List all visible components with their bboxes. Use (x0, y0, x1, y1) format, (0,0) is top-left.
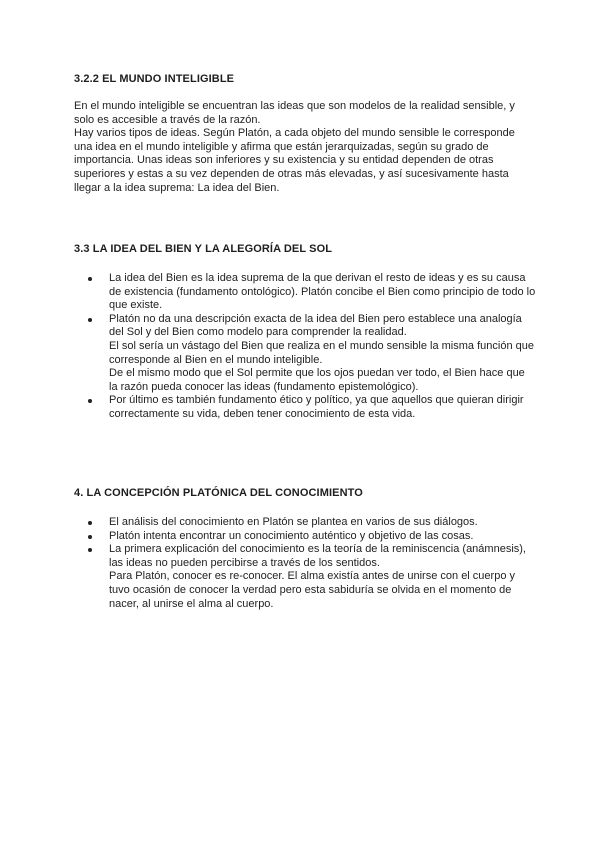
section-heading: 3.3 LA IDEA DEL BIEN Y LA ALEGORÍA DEL SOL (74, 243, 333, 255)
list-item: El análisis del conocimiento en Platón se plantea en varios de sus diálogos. (74, 516, 536, 530)
section-heading: 3.2.2 EL MUNDO INTELIGIBLE (74, 73, 235, 85)
paragraph: Hay varios tipos de ideas. Según Platón, a cada objeto del mundo sensible le corresponde una idea en el mundo inteligible y afirma que están jerarquizadas, según su grado de importancia. Unas ideas son inferiores y su existencia y su entidad dependen de otras superiores y estas a su vez dependen de otras más elevadas, y así sucesivamente hasta llegar a la idea suprema: La idea del Bien. (74, 127, 515, 194)
section-idea-del-bien-list (74, 272, 536, 422)
section-heading: 4. LA CONCEPCIÓN PLATÓNICA DEL CONOCIMIENTO (74, 487, 363, 499)
bullet-icon (88, 399, 92, 403)
section-concepcion-conocimiento-list (74, 516, 536, 611)
bullet-icon (88, 277, 92, 281)
section-mundo-inteligible (74, 73, 536, 85)
list-item: Platón intenta encontrar un conocimiento auténtico y objetivo de las cosas. (74, 530, 536, 544)
list-item: La primera explicación del conocimiento es la teoría de la reminiscencia (anámnesis), las ideas no pueden percibirse a través de los sentidos. Para Platón, conocer es re-conocer. El alma existía antes de unirse con el cuerpo y tuvo ocasión de conocer la verdad pero esta sabiduría se olvida en el momento de nacer, al unirse el alma al cuerpo. (74, 543, 536, 611)
section-mundo-inteligible-body (74, 100, 536, 195)
bullet-icon (88, 548, 92, 552)
section-concepcion-conocimiento (74, 487, 536, 499)
bullet-icon (88, 535, 92, 539)
bullet-list (74, 272, 536, 422)
section-idea-del-bien (74, 243, 536, 255)
list-item: Platón no da una descripción exacta de la idea del Bien pero establece una analogía del Sol y del Bien como modelo para comprender la realidad. El sol sería un vástago del Bien que realiza en el mundo sensible la misma función que corresponde al Bien en el mundo inteligible. De el mismo modo que el Sol permite que los ojos puedan ver todo, el Bien hace que la razón pueda conocer las ideas (fundamento epistemológico). (74, 313, 536, 395)
paragraph: En el mundo inteligible se encuentran las ideas que son modelos de la realidad sensible, y solo es accesible a través de la razón. (74, 100, 515, 126)
bullet-list (74, 516, 536, 611)
list-item: La idea del Bien es la idea suprema de la que derivan el resto de ideas y es su causa de existencia (fundamento ontológico). Platón concibe el Bien como principio de todo lo que existe. (74, 272, 536, 313)
bullet-icon (88, 521, 92, 525)
bullet-icon (88, 318, 92, 322)
list-item: Por último es también fundamento ético y político, ya que aquellos que quieran dirigir correctamente su vida, deben tener conocimiento de esta vida. (74, 394, 536, 421)
